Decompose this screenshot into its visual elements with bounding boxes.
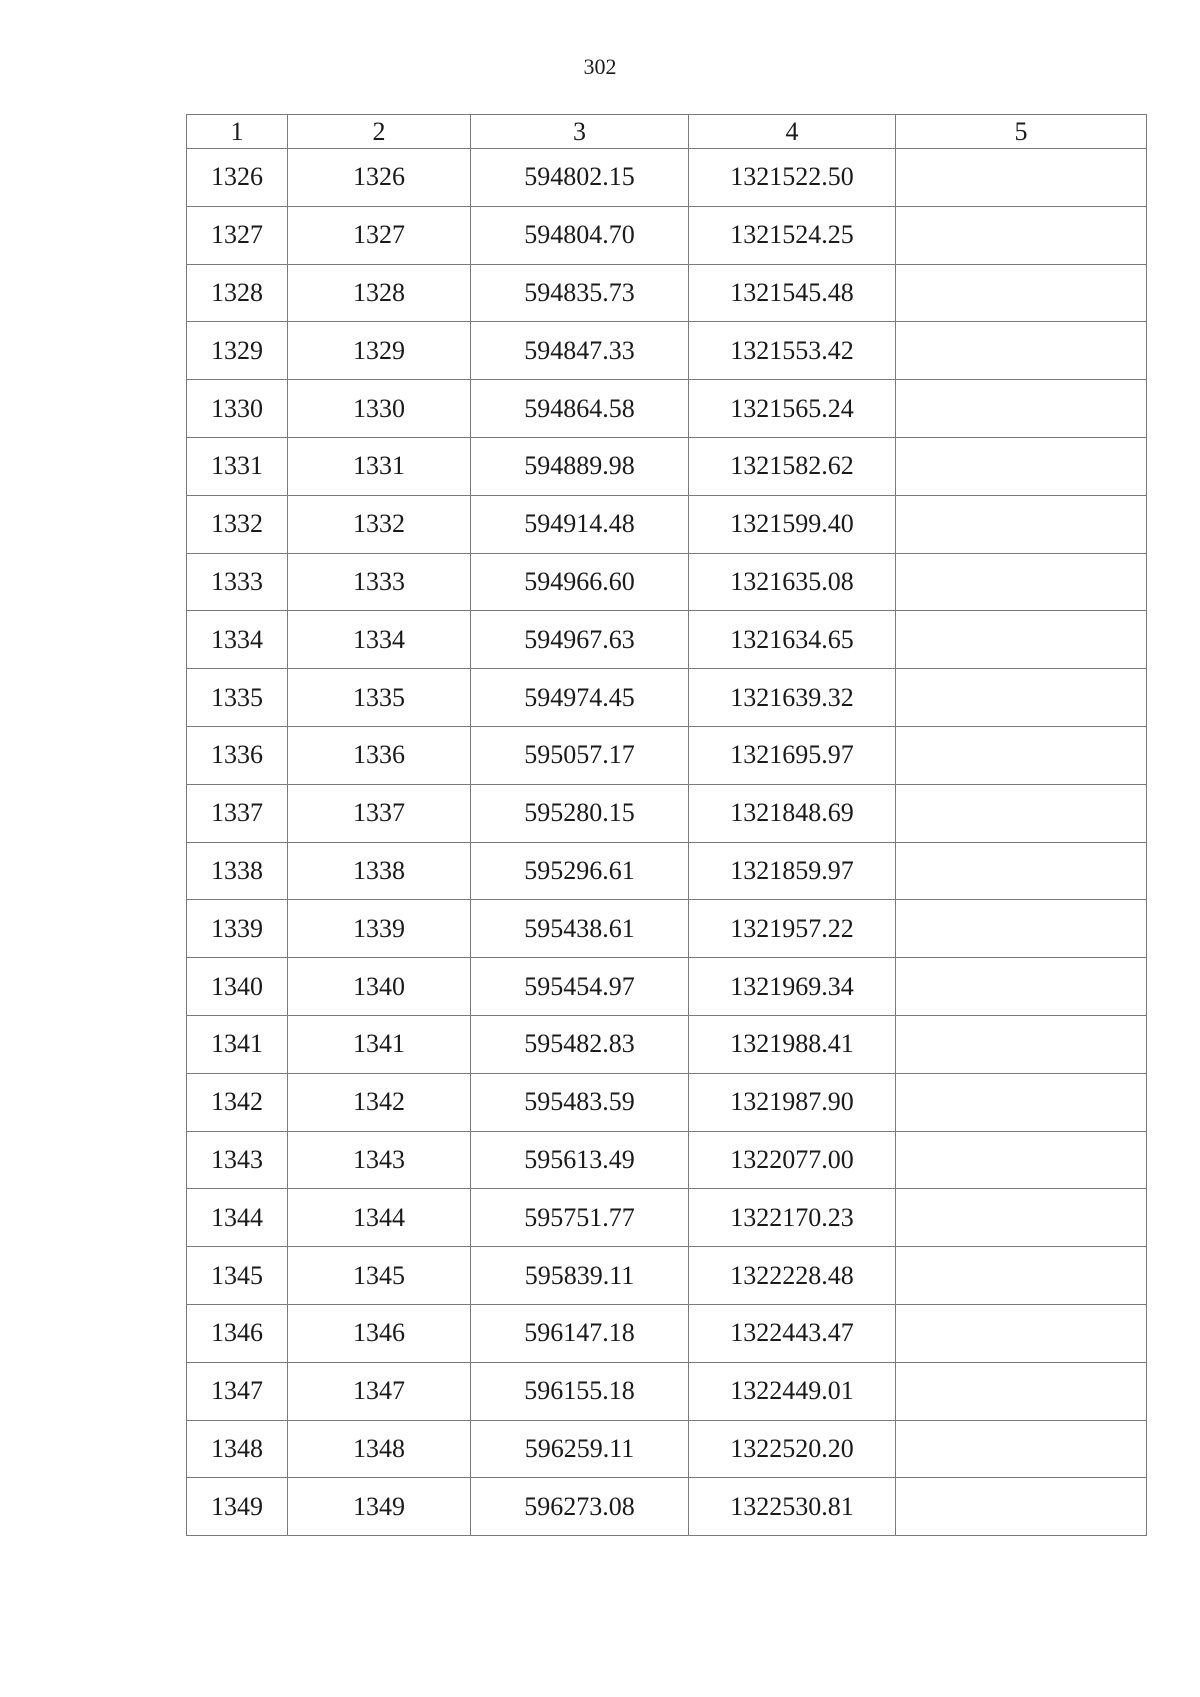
table-cell: 1333: [187, 553, 288, 611]
table-cell: 1343: [288, 1131, 471, 1189]
table-cell: 1337: [187, 784, 288, 842]
table-cell: 595438.61: [471, 900, 689, 958]
table-cell: 1334: [288, 611, 471, 669]
table-row: [187, 1015, 1147, 1073]
table-row: [187, 1131, 1147, 1189]
table-cell: 1328: [187, 264, 288, 322]
table-cell: 1341: [288, 1015, 471, 1073]
table-cell: 1333: [288, 553, 471, 611]
table-cell: 595751.77: [471, 1189, 689, 1247]
table-cell: [896, 1073, 1147, 1131]
column-header: 5: [896, 115, 1147, 149]
table-cell: 595839.11: [471, 1247, 689, 1305]
table-cell: [896, 437, 1147, 495]
table-cell: 1322077.00: [689, 1131, 896, 1189]
table-cell: 594914.48: [471, 495, 689, 553]
table-cell: 1339: [288, 900, 471, 958]
table-cell: 1321524.25: [689, 206, 896, 264]
table-cell: 1329: [187, 322, 288, 380]
table-cell: 1342: [288, 1073, 471, 1131]
column-header: 3: [471, 115, 689, 149]
table-cell: 1321634.65: [689, 611, 896, 669]
table-row: [187, 784, 1147, 842]
table-cell: 1321639.32: [689, 669, 896, 727]
table-row: [187, 380, 1147, 438]
table-cell: 1338: [187, 842, 288, 900]
table-cell: 594802.15: [471, 149, 689, 207]
table-cell: 1346: [187, 1304, 288, 1362]
table-cell: 1344: [288, 1189, 471, 1247]
table-cell: 1340: [187, 958, 288, 1016]
table-cell: 595483.59: [471, 1073, 689, 1131]
table-cell: [896, 611, 1147, 669]
header-row: [187, 115, 1147, 149]
table-cell: 1336: [288, 726, 471, 784]
table-cell: 1326: [187, 149, 288, 207]
table-cell: 596155.18: [471, 1362, 689, 1420]
table-cell: [896, 1247, 1147, 1305]
table-cell: 1338: [288, 842, 471, 900]
table-cell: [896, 149, 1147, 207]
table-row: [187, 1189, 1147, 1247]
table-row: [187, 842, 1147, 900]
coordinates-table: [186, 114, 1147, 1536]
table-cell: 1321582.62: [689, 437, 896, 495]
table-cell: 595057.17: [471, 726, 689, 784]
table-cell: 1321969.34: [689, 958, 896, 1016]
table-row: [187, 1362, 1147, 1420]
table-cell: 1321522.50: [689, 149, 896, 207]
table-cell: 1321599.40: [689, 495, 896, 553]
table-cell: 1346: [288, 1304, 471, 1362]
table-row: [187, 900, 1147, 958]
table-cell: 1321987.90: [689, 1073, 896, 1131]
table-cell: 1344: [187, 1189, 288, 1247]
table-cell: 1321957.22: [689, 900, 896, 958]
table-cell: 594889.98: [471, 437, 689, 495]
table-cell: 1337: [288, 784, 471, 842]
table-cell: 1321848.69: [689, 784, 896, 842]
table-cell: 1327: [288, 206, 471, 264]
table-cell: 1348: [187, 1420, 288, 1478]
table-cell: 1335: [288, 669, 471, 727]
table-cell: 594847.33: [471, 322, 689, 380]
table-cell: 1336: [187, 726, 288, 784]
table-cell: 1347: [288, 1362, 471, 1420]
table-cell: 1329: [288, 322, 471, 380]
table-row: [187, 264, 1147, 322]
table-cell: [896, 1478, 1147, 1536]
table-row: [187, 322, 1147, 380]
table-cell: [896, 900, 1147, 958]
table-cell: 1322443.47: [689, 1304, 896, 1362]
table-cell: 596273.08: [471, 1478, 689, 1536]
table-cell: 1331: [288, 437, 471, 495]
table-cell: 595482.83: [471, 1015, 689, 1073]
table-cell: 1347: [187, 1362, 288, 1420]
column-header: 4: [689, 115, 896, 149]
table-cell: [896, 1189, 1147, 1247]
table-cell: [896, 1131, 1147, 1189]
table-cell: 1332: [288, 495, 471, 553]
table-row: [187, 206, 1147, 264]
table-cell: 595280.15: [471, 784, 689, 842]
table-cell: [896, 1304, 1147, 1362]
table-cell: [896, 1015, 1147, 1073]
table-cell: 1322530.81: [689, 1478, 896, 1536]
table-row: [187, 553, 1147, 611]
table-cell: 594804.70: [471, 206, 689, 264]
table-cell: 1331: [187, 437, 288, 495]
table-cell: 594967.63: [471, 611, 689, 669]
table-cell: 1321635.08: [689, 553, 896, 611]
table-row: [187, 1478, 1147, 1536]
table-cell: 1322170.23: [689, 1189, 896, 1247]
table-cell: [896, 842, 1147, 900]
table-cell: [896, 784, 1147, 842]
table-cell: [896, 553, 1147, 611]
table-row: [187, 149, 1147, 207]
table-cell: [896, 958, 1147, 1016]
table-cell: 1332: [187, 495, 288, 553]
table-cell: 595613.49: [471, 1131, 689, 1189]
table-cell: 1349: [187, 1478, 288, 1536]
table-cell: 1330: [288, 380, 471, 438]
table-cell: 594864.58: [471, 380, 689, 438]
table-cell: 596259.11: [471, 1420, 689, 1478]
column-header: 2: [288, 115, 471, 149]
table-row: [187, 958, 1147, 1016]
table-cell: 1342: [187, 1073, 288, 1131]
table-cell: 1327: [187, 206, 288, 264]
table-cell: [896, 726, 1147, 784]
table-cell: [896, 380, 1147, 438]
table-cell: 594974.45: [471, 669, 689, 727]
table-cell: 1321988.41: [689, 1015, 896, 1073]
table-cell: 596147.18: [471, 1304, 689, 1362]
table-row: [187, 726, 1147, 784]
table-cell: [896, 495, 1147, 553]
table-row: [187, 1247, 1147, 1305]
table-cell: 1322520.20: [689, 1420, 896, 1478]
table-cell: [896, 322, 1147, 380]
page-number: 302: [583, 54, 617, 79]
table-cell: 1326: [288, 149, 471, 207]
table-cell: 1348: [288, 1420, 471, 1478]
table-row: [187, 1304, 1147, 1362]
table-cell: [896, 1362, 1147, 1420]
table-cell: 595296.61: [471, 842, 689, 900]
table-cell: 1330: [187, 380, 288, 438]
table-cell: 1321553.42: [689, 322, 896, 380]
table-row: [187, 495, 1147, 553]
table-cell: 1328: [288, 264, 471, 322]
table-cell: 1322228.48: [689, 1247, 896, 1305]
table-row: [187, 1420, 1147, 1478]
table-cell: 1339: [187, 900, 288, 958]
table-cell: 1345: [288, 1247, 471, 1305]
table-cell: [896, 1420, 1147, 1478]
table-cell: 1321695.97: [689, 726, 896, 784]
table-row: [187, 1073, 1147, 1131]
table-cell: 1341: [187, 1015, 288, 1073]
table-cell: 1340: [288, 958, 471, 1016]
table-body: [187, 149, 1147, 1536]
table-cell: 1343: [187, 1131, 288, 1189]
table-cell: 1322449.01: [689, 1362, 896, 1420]
table-cell: 595454.97: [471, 958, 689, 1016]
table-cell: 1334: [187, 611, 288, 669]
table-cell: 1321565.24: [689, 380, 896, 438]
table-cell: 1345: [187, 1247, 288, 1305]
column-header: 1: [187, 115, 288, 149]
table-row: [187, 437, 1147, 495]
table-cell: [896, 206, 1147, 264]
table-cell: [896, 669, 1147, 727]
table-row: [187, 669, 1147, 727]
table-cell: [896, 264, 1147, 322]
table-cell: 1349: [288, 1478, 471, 1536]
table-header: [187, 115, 1147, 149]
table-cell: 594966.60: [471, 553, 689, 611]
table-cell: 1335: [187, 669, 288, 727]
table-cell: 1321545.48: [689, 264, 896, 322]
table-cell: 1321859.97: [689, 842, 896, 900]
table-cell: 594835.73: [471, 264, 689, 322]
table-row: [187, 611, 1147, 669]
